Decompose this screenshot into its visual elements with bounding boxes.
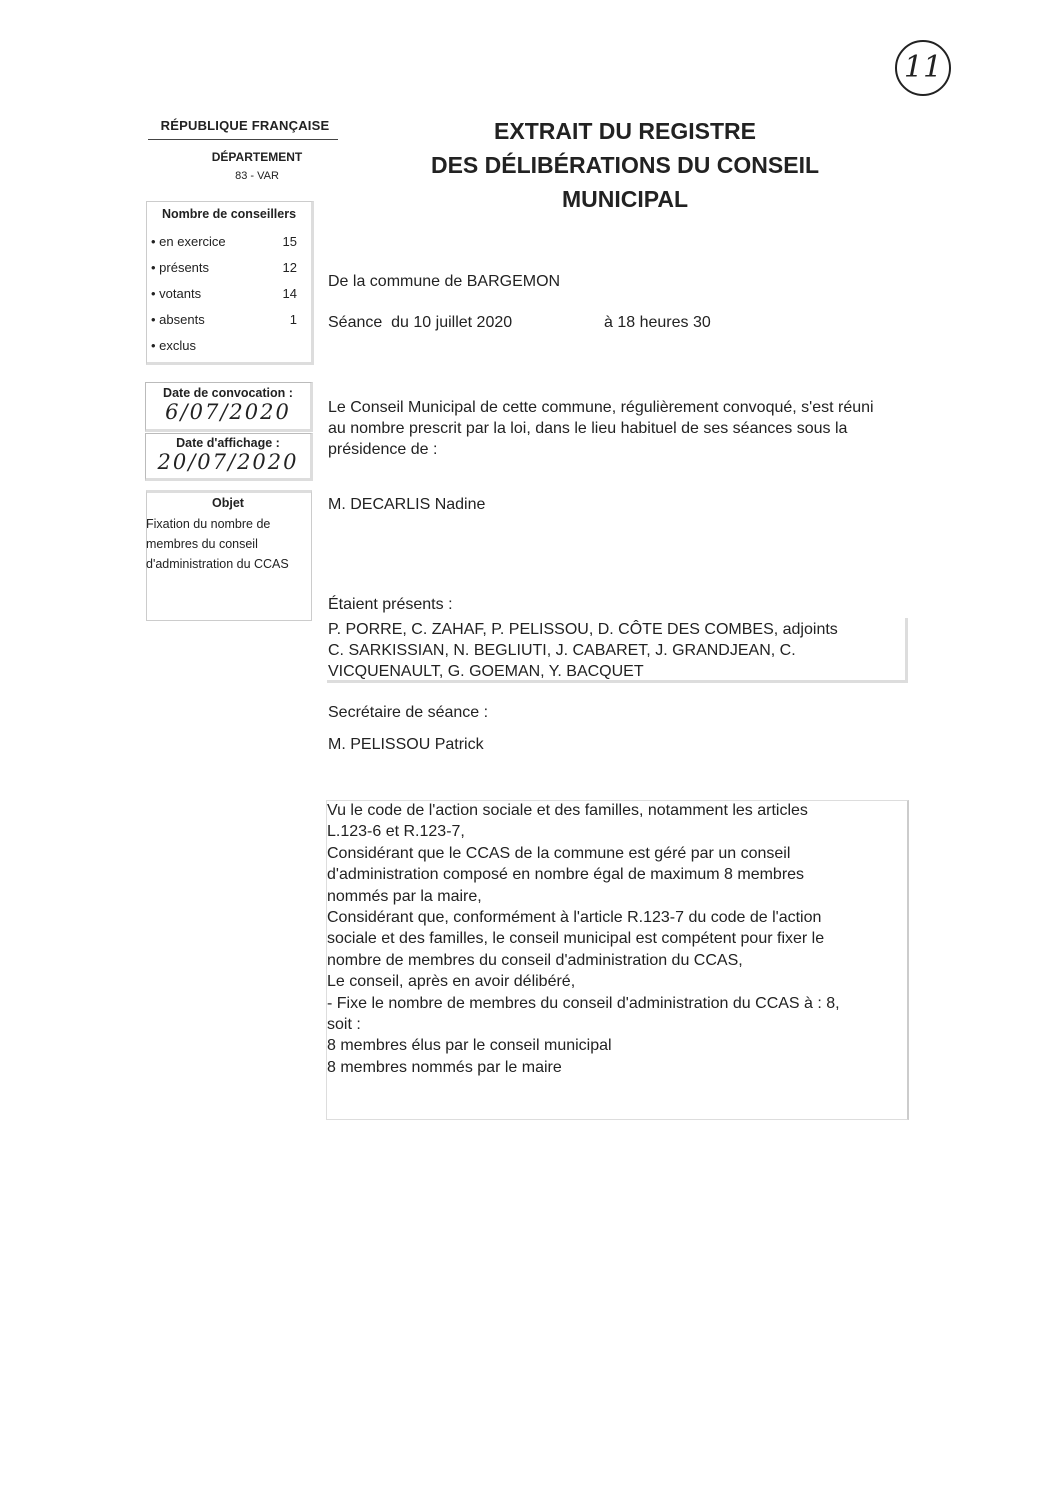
conseillers-row-label: • votants <box>151 286 202 301</box>
conseillers-row <box>151 312 301 327</box>
objet-text: Fixation du nombre de membres du conseil d'administration du CCAS <box>146 517 289 571</box>
affichage-date-handwritten: 20/07/2020 <box>157 450 299 474</box>
title-line-1: EXTRAIT DU REGISTRE <box>494 118 756 144</box>
conseillers-row-value: 12 <box>282 260 297 275</box>
header-divider <box>148 139 338 140</box>
document-title <box>370 114 880 216</box>
conseillers-row-value: 1 <box>289 312 297 327</box>
president-name: M. DECARLIS Nadine <box>328 496 486 513</box>
conseillers-row-label: • présents <box>151 260 210 275</box>
seance-intro: Le Conseil Municipal de cette commune, régulièrement convoqué, s'est réuni au nombre prescrit par la loi, dans le lieu habituel de ses séances sous la présidence de : <box>328 399 874 458</box>
conseillers-row <box>151 338 301 353</box>
conseillers-heading: Nombre de conseillers <box>161 207 297 221</box>
affichage-box <box>145 433 313 481</box>
convocation-date-handwritten: 6/07/2020 <box>165 400 291 424</box>
departement-label: DÉPARTEMENT <box>211 150 303 164</box>
republique-francaise: RÉPUBLIQUE FRANÇAISE <box>160 118 330 133</box>
conseillers-row-label: • exclus <box>151 338 197 353</box>
conseillers-row-value: 15 <box>282 234 297 249</box>
secretaire-label: Secrétaire de séance : <box>328 704 489 721</box>
affichage-label: Date d'affichage : <box>176 436 280 450</box>
departement-value: 83 - VAR <box>235 170 279 182</box>
convocation-label: Date de convocation : <box>163 386 293 400</box>
conseillers-row-label: • en exercice <box>151 234 226 249</box>
title-line-3: MUNICIPAL <box>561 186 689 212</box>
title-line-2: DES DÉLIBÉRATIONS DU CONSEIL <box>430 152 820 178</box>
commune-line: De la commune de BARGEMON <box>328 273 561 290</box>
seance-heure: à 18 heures 30 <box>604 314 711 331</box>
presents-line-1: P. PORRE, C. ZAHAF, P. PELISSOU, D. CÔTE DES COMBES, adjoints <box>328 621 838 638</box>
seance-date: Séance du 10 juillet 2020 <box>328 314 513 331</box>
page-number-stamp: 11 <box>895 40 951 96</box>
deliberation-text: Vu le code de l'action sociale et des familles, notamment les articles L.123-6 et R.123-7, Considérant que le CCAS de la commune est géré par un conseil d'administration composé en nombre égal de maximum 8 membres nommés par la maire, Considérant que, conformément à l'article R.123-7 du code de l'action sociale et des familles, le conseil municipal est compétent pour fixer le nombre de membres du conseil d'administration du CCAS, Le conseil, après en avoir délibéré, - Fixe le nombre de membres du conseil d'administration du CCAS à : 8, soit : 8 membres élus par le conseil municipal 8 membres nommés par le maire <box>327 802 840 1076</box>
convocation-box <box>145 382 313 432</box>
presents-line-3: VICQUENAULT, G. GOEMAN, Y. BACQUET <box>328 663 644 680</box>
objet-label: Objet <box>212 496 244 510</box>
conseillers-row <box>151 234 301 249</box>
presents-label: Étaient présents : <box>328 596 453 613</box>
conseillers-row-label: • absents <box>151 312 205 327</box>
conseillers-row <box>151 286 301 301</box>
conseillers-row-value: 14 <box>282 286 297 301</box>
secretaire-name: M. PELISSOU Patrick <box>328 736 484 753</box>
presents-line-2: C. SARKISSIAN, N. BEGLIUTI, J. CABARET, J. GRANDJEAN, C. <box>328 642 796 659</box>
conseillers-row <box>151 260 301 275</box>
